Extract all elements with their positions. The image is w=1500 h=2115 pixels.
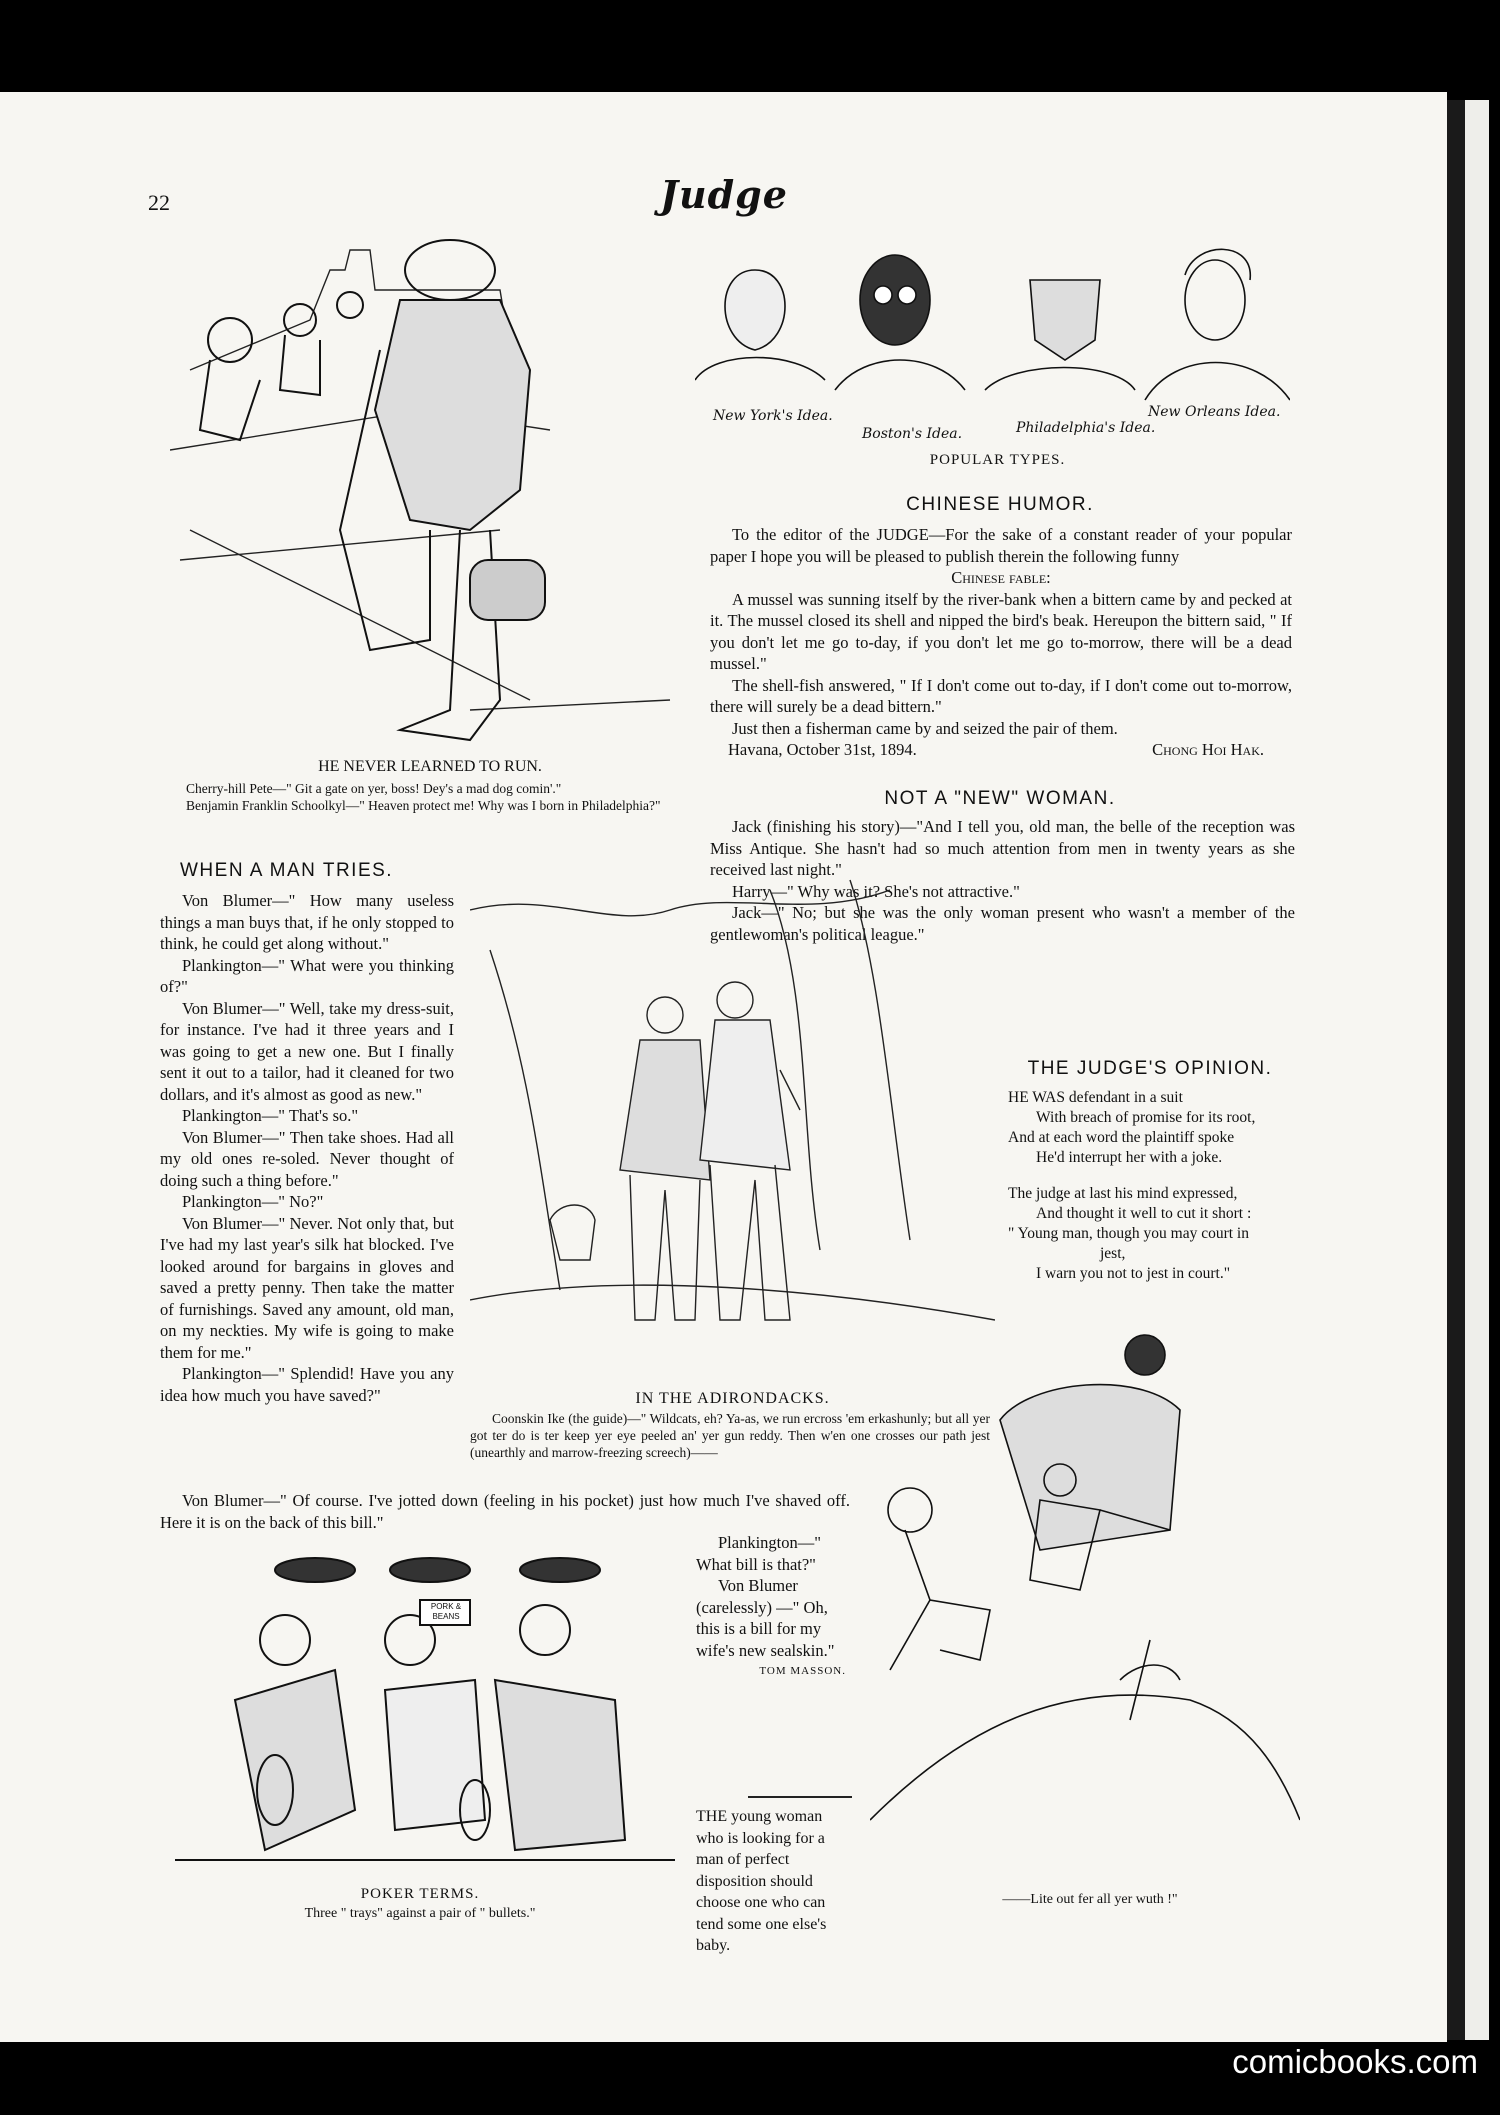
- chinese-fable-p1: A mussel was sunning itself by the river-bank when a bittern came by and pecked at it. The mussel closed its shell and nipped the bird's beak. Hereupon the bittern said, " If you don't let me go to-day, if you don't let me go to-morrow, there will be a dead mussel.": [710, 589, 1292, 673]
- label-philadelphia: Philadelphia's Idea.: [1016, 420, 1156, 436]
- new-woman-heading: NOT A "NEW" WOMAN.: [884, 788, 1116, 809]
- adirondacks-title: IN THE ADIRONDACKS.: [635, 1390, 830, 1407]
- never-learned-drawing: [170, 230, 685, 755]
- poem-line-4: He'd interrupt her with a joke.: [1036, 1149, 1223, 1166]
- label-boston: Boston's Idea.: [862, 426, 963, 442]
- judges-opinion-heading: THE JUDGE'S OPINION.: [1027, 1058, 1273, 1079]
- never-learned-caption: [186, 780, 688, 814]
- chinese-humor-intro: To the editor of the JUDGE—For the sake of a constant reader of your popular paper I hope you will be pleased to publish therein the following funny: [710, 525, 1292, 566]
- man-tries-p4: Plankington—" That's so.": [182, 1106, 359, 1125]
- man-tries-p8: Plankington—" Splendid! Have you any idea how much you have saved?": [160, 1364, 454, 1405]
- illustration-popular-types: [695, 230, 1290, 430]
- man-tries-credit: TOM MASSON.: [759, 1665, 846, 1677]
- man-tries-end: [696, 1532, 846, 1683]
- illustration-lite-out: [870, 1300, 1300, 1825]
- poker-terms-drawing: [175, 1550, 675, 1880]
- chinese-humor-footer: [710, 739, 1292, 761]
- source-watermark: comicbooks.com: [1232, 2043, 1478, 2080]
- illustration-poker-terms: [175, 1550, 675, 1880]
- poem-line-9: I warn you not to jest in court.": [1036, 1265, 1231, 1282]
- chinese-humor-heading: CHINESE HUMOR.: [906, 494, 1094, 515]
- man-tries-p1: Von Blumer—" How many useless things a man buys that, if he only stopped to think, he could get along without.": [160, 891, 454, 953]
- divider-rule: [748, 1796, 852, 1798]
- caption-line-benjamin: Benjamin Franklin Schoolkyl—" Heaven protect me! Why was I born in Philadelphia?": [186, 798, 661, 813]
- poem-line-7: " Young man, though you may court in: [1008, 1225, 1249, 1242]
- man-tries-p2: Plankington—" What were you thinking of?": [160, 955, 454, 996]
- chinese-fable-p2: The shell-fish answered, " If I don't come out to-day, if I don't come out to-morrow, there will surely be a dead bittern.": [710, 675, 1292, 716]
- poker-title: POKER TERMS.: [360, 1886, 480, 1902]
- adirondacks-caption: Coonskin Ike (the guide)—" Wildcats, eh? Ya-as, we run ercross 'em erkashunly; but all yer got ter do is ter keep yer eye peeled an' yer gun reddy. Then w'en one crosses our path jest (unearthly and marrow-freezing screech)——: [470, 1411, 990, 1460]
- pork-beans-sign: PORK & BEANS: [430, 1602, 462, 1621]
- chinese-fable-p3: Just then a fisherman came by and seized the pair of them.: [732, 718, 1118, 738]
- poem-line-1: HE WAS defendant in a suit: [1008, 1089, 1183, 1106]
- man-tries-p3: Von Blumer—" Well, take my dress-suit, for instance. I've had it three years and I was going to get a new one. But I finally sent it out to a tailor, had it cleaned for two dollars, and it's almost as good as new.": [160, 998, 454, 1104]
- chinese-humor-signature: Chong Hoi Hak.: [1152, 740, 1264, 759]
- man-tries-p9: Von Blumer—" Of course. I've jotted down (feeling in his pocket) just how much I've shaved off. Here it is on the back of this bill.": [160, 1491, 850, 1532]
- poem-line-6: And thought it well to cut it short :: [1036, 1205, 1252, 1222]
- page-number: 22: [148, 190, 170, 215]
- man-tries-p5: Von Blumer—" Then take shoes. Had all my old ones re-soled. Never thought of doing such a thing before.": [160, 1127, 454, 1190]
- man-tries-p7: Von Blumer—" Never. Not only that, but I've had my last year's silk hat blocked. I've looked around for bargains in gloves and saved a pretty penny. Then take the matter of furnishings. Saved any amount, old man, on my neckties. My wife is going to make them for me.": [160, 1213, 454, 1362]
- man-tries-p11: Von Blumer (carelessly) —" Oh, this is a bill for my wife's new sealskin.": [696, 1576, 835, 1660]
- lite-out-caption: ——Lite out fer all yer wuth !": [1002, 1892, 1178, 1907]
- young-woman-item: THE young woman who is looking for a man of perfect disposition should choose one who can tend some one else's baby.: [696, 1808, 827, 1954]
- man-tries-p10: Plankington—" What bill is that?": [696, 1533, 821, 1574]
- illustration-never-learned: [170, 230, 685, 755]
- man-tries-continued: [160, 1490, 850, 1533]
- poker-caption: Three " trays" against a pair of " bullets.": [304, 1906, 536, 1921]
- stanza-gap: [1008, 1168, 1298, 1184]
- new-woman-p2: Harry—" Why was it? She's not attractive.": [732, 881, 1020, 901]
- poem-line-5: The judge at last his mind expressed,: [1008, 1185, 1238, 1202]
- page-spine: [1447, 100, 1465, 2040]
- label-new-york: New York's Idea.: [713, 408, 833, 424]
- man-tries-p6: Plankington—" No?": [182, 1192, 324, 1211]
- label-new-orleans: New Orleans Idea.: [1148, 404, 1281, 420]
- man-tries-article: [160, 890, 454, 1406]
- chinese-humor-dateline: Havana, October 31st, 1894.: [728, 740, 917, 759]
- masthead: Judge: [660, 172, 788, 217]
- poem-line-3: And at each word the plaintiff spoke: [1008, 1129, 1235, 1146]
- popular-types-drawing: [695, 230, 1290, 430]
- poem-line-2: With breach of promise for its root,: [1036, 1109, 1256, 1126]
- chinese-humor-article: [710, 524, 1292, 761]
- popular-types-caption: POPULAR TYPES.: [929, 452, 1066, 468]
- judges-opinion-poem: [1008, 1088, 1298, 1284]
- lite-out-drawing: [870, 1300, 1300, 1825]
- never-learned-title: HE NEVER LEARNED TO RUN.: [318, 758, 542, 775]
- poem-line-8: jest,: [1100, 1245, 1126, 1262]
- man-tries-heading: WHEN A MAN TRIES.: [180, 860, 394, 881]
- chinese-fable-subhead: Chinese fable:: [951, 568, 1051, 587]
- new-woman-p3: Jack—" No; but she was the only woman present who wasn't a member of the gentlewoman's political league.": [710, 903, 1295, 944]
- new-woman-p1: Jack (finishing his story)—"And I tell you, old man, the belle of the reception was Miss Antique. She hasn't had so much attention from men in twenty years as she received last night.": [710, 817, 1295, 879]
- caption-line-pete: Cherry-hill Pete—" Git a gate on yer, boss! Dey's a mad dog comin'.": [186, 781, 562, 796]
- next-page-edge: [1465, 100, 1489, 2040]
